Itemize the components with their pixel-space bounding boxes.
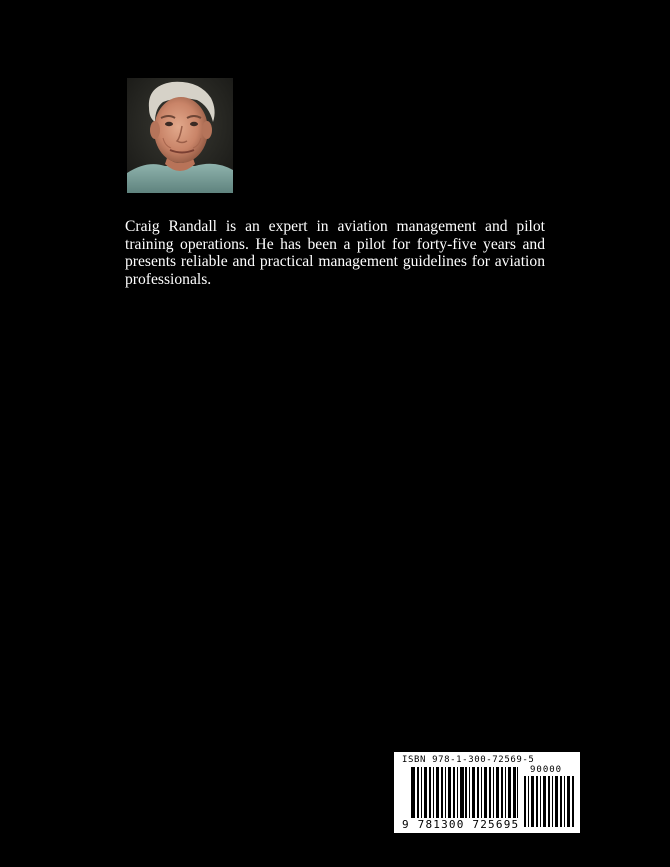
author-photo <box>127 78 233 193</box>
ean-digits: 9 781300 725695 <box>402 818 520 831</box>
isbn-barcode <box>394 752 580 833</box>
author-bio: Craig Randall is an expert in aviation management and pilot training operations. He has been a pilot for forty-five years and presents reliable and practical management guidelines for aviation professionals. <box>125 218 545 288</box>
isbn-label: ISBN 978-1-300-72569-5 <box>402 755 535 765</box>
price-code: 90000 <box>530 765 563 775</box>
